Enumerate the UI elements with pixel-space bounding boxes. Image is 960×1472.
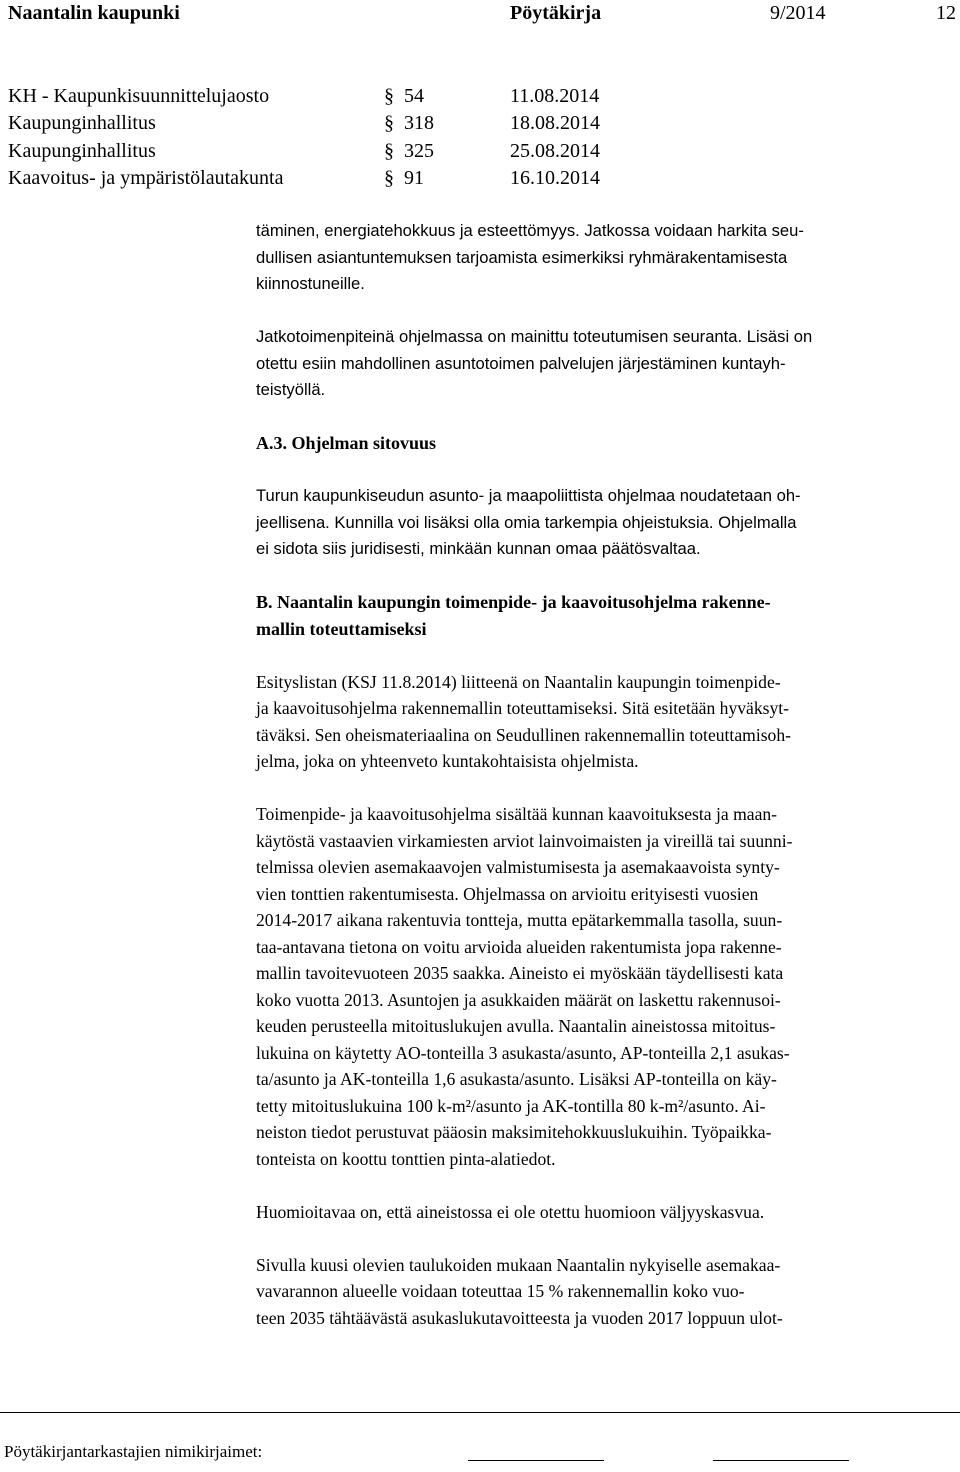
text-line: Toimenpide- ja kaavoitusohjelma sisältää kunnan kaavoituksesta ja maan- [256, 804, 778, 824]
text-line: taa-antavana tietona on voitu arvioida alueiden rakentumista jopa rakenne- [256, 936, 782, 957]
text-line: telmissa olevien asemakaavojen valmistumisesta ja asemakaavoista synty- [256, 857, 780, 877]
text-line: Turun kaupunkiseudun asunto- ja maapoliittista ohjelmaa noudatetaan oh- [256, 486, 801, 505]
meeting-date: 25.08.2014 [510, 139, 600, 162]
text-line: Jatkotoimenpiteinä ohjelmassa on mainittu toteutumisen seuranta. Lisäsi on [256, 327, 813, 346]
section-heading: A.3. Ohjelman sitovuus [256, 433, 437, 453]
paragraph-p3 [256, 483, 956, 563]
section-sign: § [384, 167, 394, 190]
text-line: vien tonttien rakentumisesta. Ohjelmassa on arvioitu erityisesti vuosien [256, 883, 759, 904]
text-line: mallin tavoitevuoteen 2035 saakka. Aineisto ei myöskään täydellisesti kata [256, 963, 784, 983]
text-line: teen 2035 tähtäävästä asukaslukutavoitteesta ja vuoden 2017 loppuun ulot- [256, 1307, 783, 1328]
text-line: lukuina on käytetty AO-tonteilla 3 asukasta/asunto, AP-tonteilla 2,1 asukas- [256, 1042, 790, 1063]
header-doc-number: 9/2014 [770, 2, 826, 24]
section-number: 325 [404, 139, 434, 162]
text-line: 2014-2017 aikana rakentuvia tontteja, mutta epätarkemmalla tasolla, suun- [256, 910, 783, 930]
text-line: dullisen asiantuntemuksen tarjoamista esimerkiksi ryhmärakentamisesta [256, 247, 788, 267]
text-line: Huomioitavaa on, että aineistossa ei ole otettu huomioon väljyyskasvua. [256, 1201, 765, 1222]
text-line: neiston tiedot perustuvat pääosin maksimitehokkuuslukuihin. Työpaikka- [256, 1122, 772, 1142]
text-line: tetty mitoituslukuina 100 k-m²/asunto ja AK-tontilla 80 k-m²/asunto. Ai- [256, 1095, 766, 1116]
section-sign: § [384, 139, 394, 162]
text-line: täväksi. Sen oheismateriaalina on Seudullinen rakennemallin toteuttamisoh- [256, 724, 792, 745]
section-number: 54 [404, 85, 424, 107]
text-line: otettu esiin mahdollinen asuntotoimen palvelujen järjestäminen kuntayh- [256, 353, 786, 373]
text-line: teistyöllä. [256, 380, 326, 399]
section-sign: § [384, 112, 394, 135]
board-name: Kaupunginhallitus [8, 139, 156, 162]
text-line: Sivulla kuusi olevien taulukoiden mukaan Naantalin nykyiselle asemakaa- [256, 1254, 781, 1275]
heading-line: B. Naantalin kaupungin toimenpide- ja kaavoitusohjelma rakenne- [256, 592, 771, 612]
header-page-number: 12 [936, 2, 956, 24]
footer-divider [0, 1412, 960, 1413]
paragraph-p2 [256, 324, 956, 404]
heading-line: mallin toteuttamiseksi [256, 618, 427, 639]
meeting-date: 11.08.2014 [510, 85, 600, 107]
meeting-date: 18.08.2014 [510, 112, 600, 135]
text-line: ja kaavoitusohjelma rakennemallin toteuttamiseksi. Sitä esitetään hyväksyt- [256, 698, 790, 718]
initials-line-1 [468, 1460, 604, 1461]
text-line: vavarannon alueelle voidaan toteuttaa 15 % rakennemallin koko vuo- [256, 1281, 745, 1301]
footer-initials-label: Pöytäkirjantarkastajien nimikirjaimet: [4, 1442, 263, 1461]
document-body [256, 218, 956, 1331]
section-heading-b [256, 589, 956, 642]
text-line: koko vuotta 2013. Asuntojen ja asukkaiden määrät on laskettu rakennusoi- [256, 989, 781, 1010]
board-name: KH - Kaupunkisuunnittelujaosto [8, 85, 270, 107]
text-line: käytöstä vastaavien virkamiesten arviot lainvoimaisten ja vireillä tai suunni- [256, 830, 793, 851]
text-line: ei sidota siis juridisesti, minkään kunnan omaa päätösvaltaa. [256, 539, 701, 558]
paragraph-p5 [256, 801, 956, 1172]
section-number: 318 [404, 112, 434, 135]
initials-line-2 [713, 1460, 849, 1461]
text-line: jeellisena. Kunnilla voi lisäksi olla omia tarkempia ohjeistuksia. Ohjelmalla [256, 512, 797, 532]
header-organization: Naantalin kaupunki [8, 2, 180, 24]
section-sign: § [384, 85, 394, 107]
text-line: Esityslistan (KSJ 11.8.2014) liitteenä on Naantalin kaupungin toimenpide- [256, 671, 781, 692]
paragraph-p6 [256, 1199, 956, 1226]
text-line: jelma, joka on yhteenveto kuntakohtaisista ohjelmista. [256, 751, 639, 771]
meeting-date: 16.10.2014 [510, 167, 600, 190]
text-line: tonteista on koottu tonttien pinta-alatiedot. [256, 1148, 556, 1169]
section-number: 91 [404, 167, 424, 190]
paragraph-p4 [256, 669, 956, 775]
board-name: Kaupunginhallitus [8, 112, 156, 135]
header-document-type: Pöytäkirja [510, 2, 602, 24]
paragraph-p7 [256, 1252, 956, 1332]
text-line: täminen, energiatehokkuus ja esteettömyys. Jatkossa voidaan harkita seu- [256, 221, 804, 240]
paragraph-p1 [256, 218, 956, 298]
text-line: ta/asunto ja AK-tonteilla 1,6 asukasta/asunto. Lisäksi AP-tonteilla on käy- [256, 1069, 777, 1089]
board-name: Kaavoitus- ja ympäristölautakunta [8, 167, 284, 190]
text-line: kiinnostuneille. [256, 274, 365, 293]
text-line: keuden perusteella mitoituslukujen avulla. Naantalin aineistossa mitoitus- [256, 1016, 776, 1036]
